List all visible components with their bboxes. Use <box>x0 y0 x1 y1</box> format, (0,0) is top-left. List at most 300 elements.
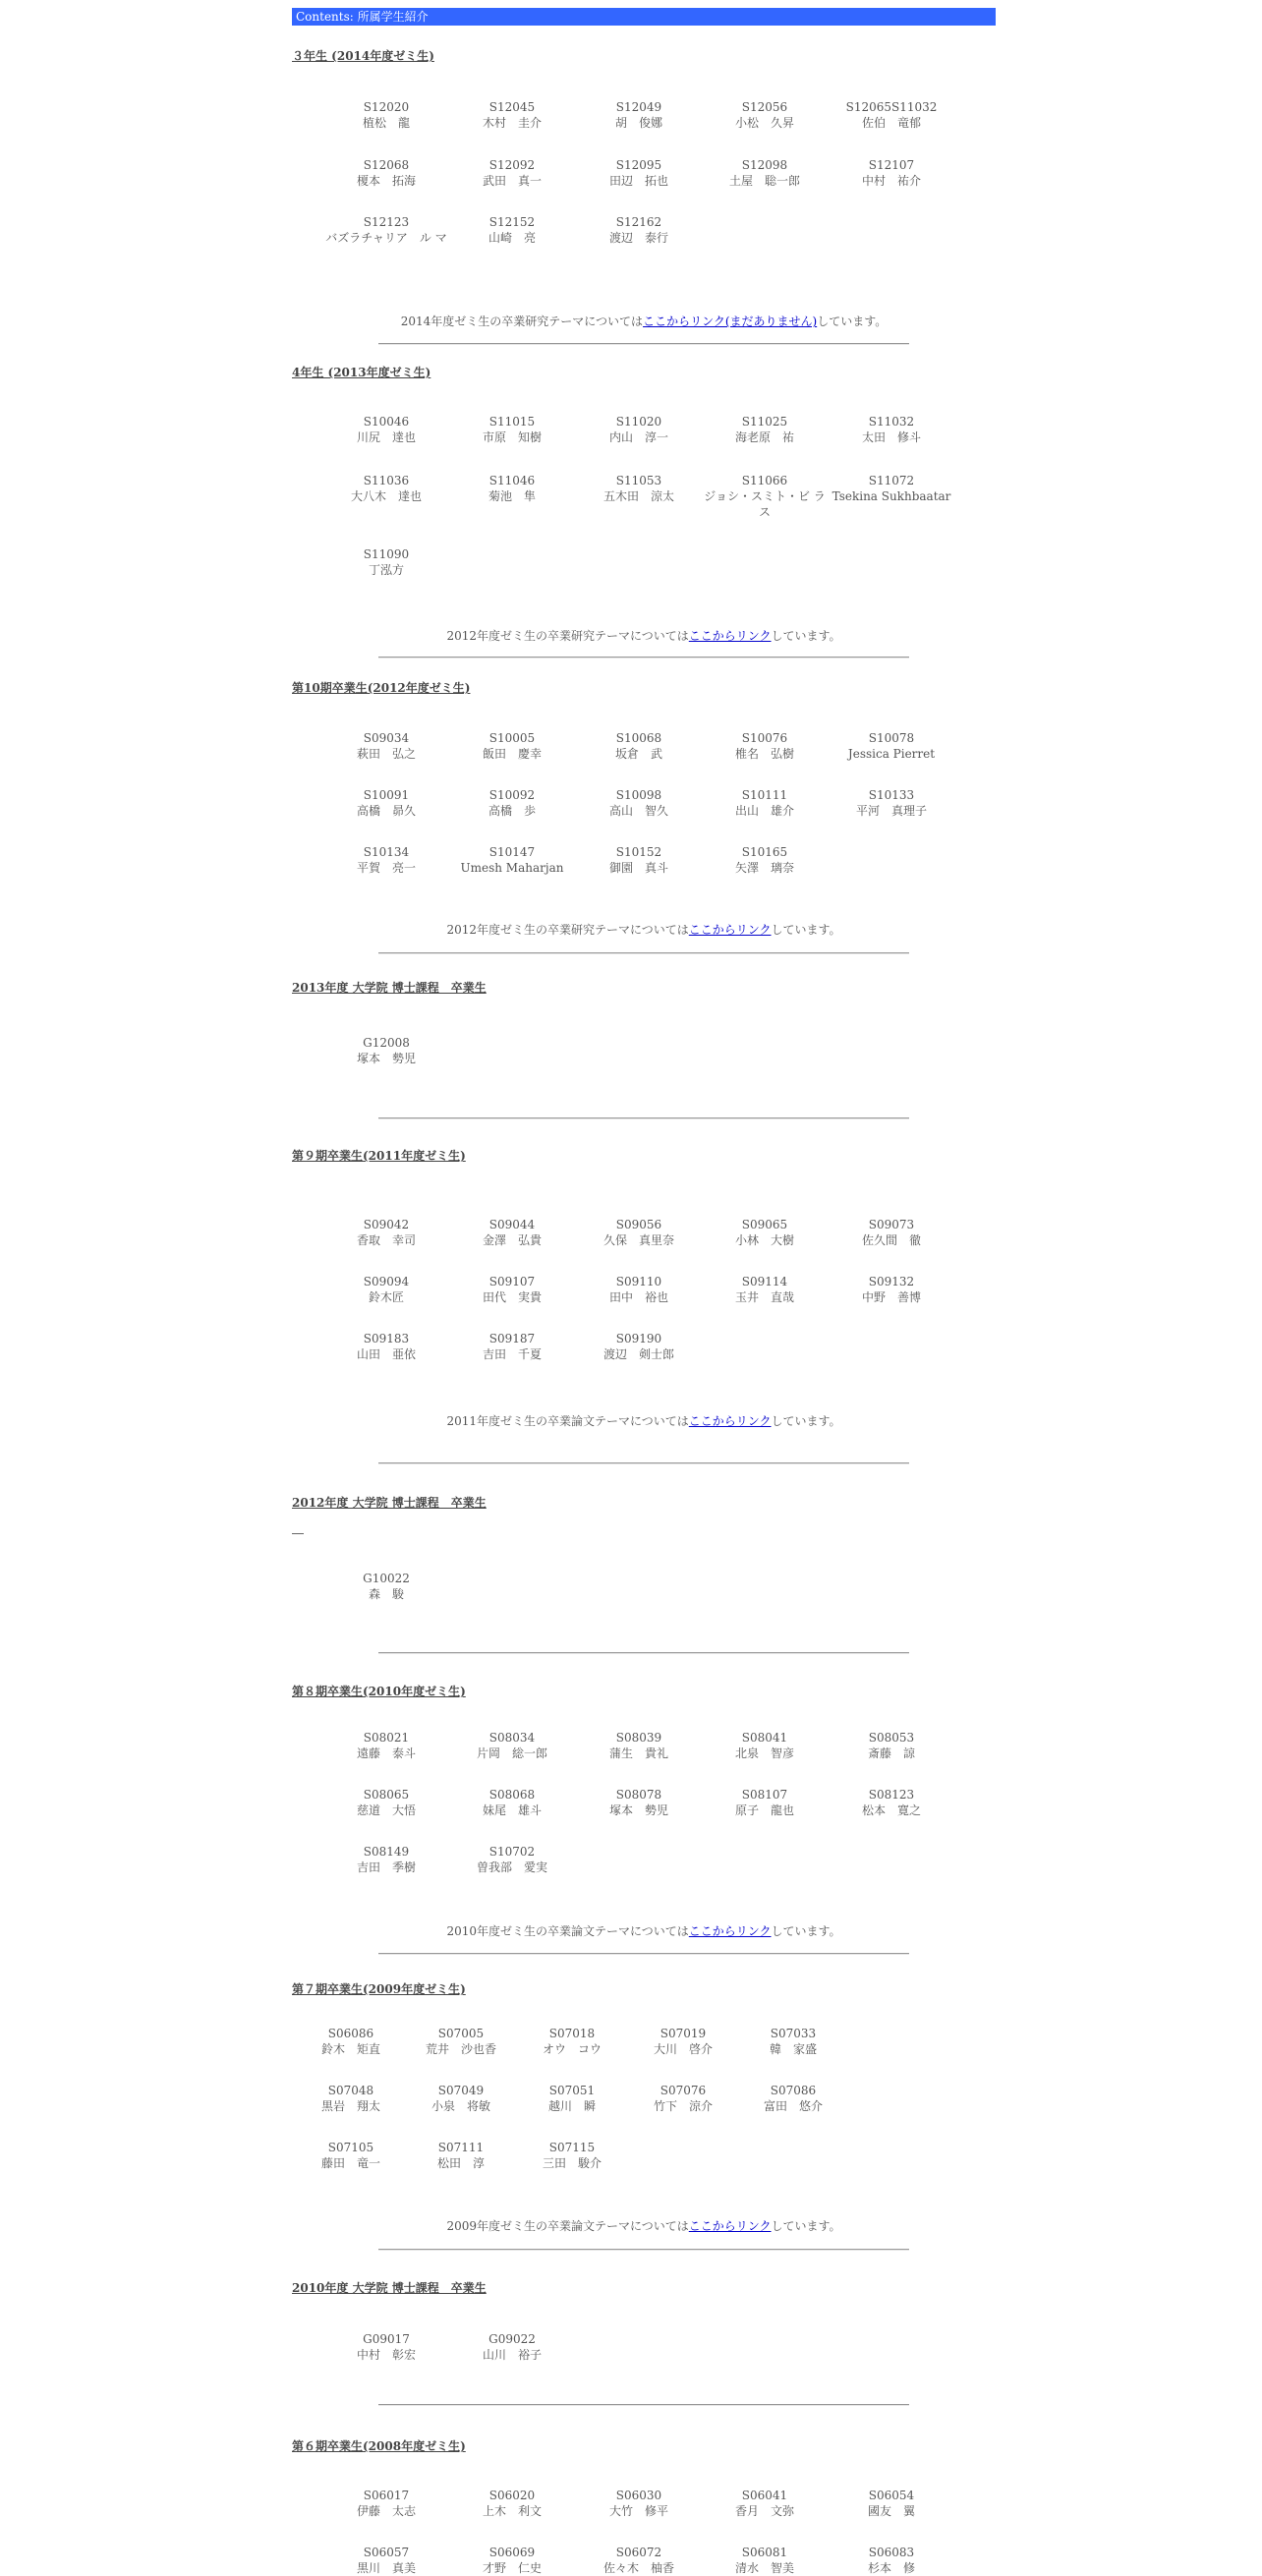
student-entry <box>831 730 952 762</box>
student-entry <box>704 1217 826 1248</box>
student-entry <box>325 1035 447 1066</box>
student-id: S09044 <box>488 1218 536 1231</box>
student-id: S11015 <box>488 415 536 429</box>
student-id: S11046 <box>488 474 536 487</box>
section-heading: 2013年度 大学院 博士課程 卒業生 <box>292 981 487 995</box>
student-id: S07105 <box>327 2141 374 2154</box>
student-entry <box>578 1217 700 1248</box>
student-id: S06083 <box>868 2546 915 2559</box>
student-entry <box>451 99 573 131</box>
student-name: 佐久間 徹 <box>861 1233 921 1247</box>
section-divider <box>378 1462 909 1464</box>
student-id: S08149 <box>363 1845 410 1859</box>
student-id: S06017 <box>363 2489 410 2502</box>
student-id: S07051 <box>548 2084 596 2097</box>
student-entry <box>451 214 573 246</box>
student-id: S09190 <box>615 1332 662 1345</box>
student-name: 大竹 修平 <box>608 2504 668 2518</box>
student-entry <box>831 157 952 189</box>
student-id: S09034 <box>363 731 410 745</box>
student-id: S10091 <box>363 788 410 802</box>
student-name: 坂倉 武 <box>614 747 662 761</box>
student-name: 矢澤 璃奈 <box>734 861 794 875</box>
student-id: S10076 <box>741 731 788 745</box>
student-id: S08078 <box>615 1788 662 1802</box>
student-name: 荒井 沙也香 <box>425 2042 496 2056</box>
student-entry <box>578 2488 700 2519</box>
research-theme-note <box>292 313 996 329</box>
student-id: S06041 <box>741 2489 788 2502</box>
student-name: 大川 啓介 <box>653 2042 713 2056</box>
student-entry <box>521 2083 623 2114</box>
student-name: 北泉 智彦 <box>734 1746 794 1760</box>
student-entry <box>831 414 952 445</box>
student-entry <box>704 1730 826 1761</box>
student-name: 菊池 隼 <box>488 489 536 503</box>
student-id: S08123 <box>868 1788 915 1802</box>
student-id: S10046 <box>363 415 410 429</box>
student-name: 曽我部 愛実 <box>476 1860 547 1874</box>
student-id: S12092 <box>488 158 536 172</box>
theme-link[interactable]: ここからリンク <box>688 923 772 937</box>
student-entry <box>578 157 700 189</box>
student-entry <box>704 2488 826 2519</box>
theme-link[interactable]: ここからリンク <box>688 1414 772 1428</box>
student-id: S07115 <box>548 2141 596 2154</box>
student-name: 富田 悠介 <box>763 2099 823 2113</box>
student-id: S08041 <box>741 1731 788 1745</box>
student-name: 久保 真里奈 <box>602 1233 674 1247</box>
student-name: 黒岩 翔太 <box>320 2099 380 2113</box>
student-name: 土屋 聡一郎 <box>728 174 800 188</box>
student-entry <box>325 1787 447 1818</box>
student-name: Umesh Maharjan <box>460 861 564 875</box>
student-id: S09183 <box>363 1332 410 1345</box>
student-id: S12049 <box>615 100 662 114</box>
student-name: 平河 真理子 <box>855 804 927 818</box>
student-id: S11066 <box>741 474 788 487</box>
student-name: 田辺 拓也 <box>608 174 668 188</box>
section-heading: 第７期卒業生(2009年度ゼミ生) <box>292 1982 466 1996</box>
student-name: 植松 龍 <box>362 116 410 130</box>
student-entry <box>578 730 700 762</box>
student-entry <box>325 473 447 504</box>
student-entry <box>300 2083 402 2114</box>
note-text: 2012年度ゼミ生の卒業研究テーマについては <box>446 923 689 937</box>
student-name: 香月 文弥 <box>734 2504 794 2518</box>
student-name: 慈道 大悟 <box>356 1803 416 1817</box>
theme-link[interactable]: ここからリンク <box>688 2219 772 2233</box>
student-id: S09042 <box>363 1218 410 1231</box>
student-id: S12045 <box>488 100 536 114</box>
student-entry <box>704 414 826 445</box>
student-entry <box>451 1331 573 1362</box>
section-heading: 第９期卒業生(2011年度ゼミ生) <box>292 1149 466 1163</box>
student-entry <box>451 1730 573 1761</box>
student-entry <box>704 2545 826 2576</box>
student-id: S10152 <box>615 845 662 859</box>
section-divider <box>378 2249 909 2251</box>
student-id: G10022 <box>363 1572 410 1585</box>
student-name: 佐々木 柚香 <box>602 2561 674 2575</box>
student-id: S08021 <box>363 1731 410 1745</box>
student-entry <box>325 157 447 189</box>
student-entry <box>325 787 447 819</box>
section-heading: 2012年度 大学院 博士課程 卒業生 <box>292 1496 487 1510</box>
student-name: 中村 彰宏 <box>356 2348 416 2362</box>
student-entry <box>578 1274 700 1305</box>
student-entry <box>578 2545 700 2576</box>
student-entry <box>325 2545 447 2576</box>
student-entry <box>831 1217 952 1248</box>
student-name: 玉井 直哉 <box>734 1290 794 1304</box>
student-entry <box>451 1787 573 1818</box>
section-divider <box>378 1652 909 1654</box>
student-entry <box>831 473 952 504</box>
student-entry <box>410 2140 512 2171</box>
student-name: Tsekina Sukhbaatar <box>832 489 951 503</box>
student-name: 市原 知樹 <box>482 430 542 444</box>
student-entry <box>578 1331 700 1362</box>
student-name: 大八木 達也 <box>350 489 422 503</box>
student-id: G12008 <box>363 1036 410 1050</box>
student-id: S12068 <box>363 158 410 172</box>
student-name: 高橋 歩 <box>488 804 536 818</box>
student-entry <box>451 414 573 445</box>
note-text: 2009年度ゼミ生の卒業論文テーマについては <box>446 2219 689 2233</box>
section-heading: 第８期卒業生(2010年度ゼミ生) <box>292 1685 466 1698</box>
student-id: S10111 <box>741 788 788 802</box>
student-id: S11072 <box>868 474 915 487</box>
student-name: 韓 家盛 <box>769 2042 817 2056</box>
student-name: 飯田 慶幸 <box>482 747 542 761</box>
student-id: S09187 <box>488 1332 536 1345</box>
student-name: 山崎 亮 <box>488 231 536 245</box>
student-entry <box>578 214 700 246</box>
student-name: 藤田 竜一 <box>320 2156 380 2170</box>
student-id: S11090 <box>363 547 410 561</box>
student-name: 田中 裕也 <box>608 1290 668 1304</box>
student-entry <box>325 99 447 131</box>
student-id: S12162 <box>615 215 662 229</box>
section-heading: 2010年度 大学院 博士課程 卒業生 <box>292 2281 487 2295</box>
student-name: 中野 善博 <box>861 1290 921 1304</box>
student-id: S09114 <box>741 1275 788 1288</box>
student-entry <box>521 2026 623 2057</box>
student-entry <box>704 844 826 876</box>
student-name: 御園 真斗 <box>608 861 668 875</box>
student-entry <box>451 730 573 762</box>
student-id: S06020 <box>488 2489 536 2502</box>
student-name: 黒川 真美 <box>356 2561 416 2575</box>
student-id: S12056 <box>741 100 788 114</box>
note-text: 2010年度ゼミ生の卒業論文テーマについては <box>446 1924 689 1938</box>
section-heading: ３年生 (2014年度ゼミ生) <box>292 49 434 63</box>
student-id: G09022 <box>488 2332 536 2346</box>
student-id: S10147 <box>488 845 536 859</box>
student-id: S10702 <box>488 1845 536 1859</box>
student-id: S08039 <box>615 1731 662 1745</box>
student-entry <box>325 2488 447 2519</box>
student-name: 山川 裕子 <box>482 2348 542 2362</box>
student-id: S09110 <box>615 1275 662 1288</box>
student-id: S06030 <box>615 2489 662 2502</box>
section-heading: 第６期卒業生(2008年度ゼミ生) <box>292 2439 466 2453</box>
student-name: Jessica Pierret <box>847 747 936 761</box>
student-id: S11020 <box>615 415 662 429</box>
student-name: 才野 仁史 <box>482 2561 542 2575</box>
student-entry <box>325 414 447 445</box>
student-entry <box>325 2331 447 2363</box>
student-id: S10165 <box>741 845 788 859</box>
note-text: しています。 <box>771 629 841 643</box>
student-name: 高橋 昴久 <box>356 804 416 818</box>
research-theme-note <box>292 1412 996 1429</box>
research-theme-note <box>292 1922 996 1939</box>
student-name: 椎名 弘樹 <box>734 747 794 761</box>
section-divider <box>378 952 909 954</box>
student-name: 伊藤 太志 <box>356 2504 416 2518</box>
student-id: S06054 <box>868 2489 915 2502</box>
student-id: S06086 <box>327 2027 374 2040</box>
student-name: 松田 淳 <box>436 2156 485 2170</box>
student-id: S07049 <box>437 2084 485 2097</box>
student-entry <box>831 99 952 131</box>
student-entry <box>704 730 826 762</box>
student-name: 平賀 亮一 <box>356 861 416 875</box>
section-divider <box>378 657 909 658</box>
student-name: ジョシ・スミト・ビ ラス <box>704 489 826 519</box>
research-theme-note <box>292 627 996 644</box>
student-id: S07048 <box>327 2084 374 2097</box>
student-entry <box>325 1331 447 1362</box>
student-name: 森 駿 <box>368 1587 404 1601</box>
student-entry <box>704 99 826 131</box>
student-id: S07033 <box>770 2027 817 2040</box>
student-entry <box>325 1730 447 1761</box>
student-entry <box>704 157 826 189</box>
student-entry <box>410 2083 512 2114</box>
student-name: 田代 実貴 <box>482 1290 542 1304</box>
student-entry <box>831 1787 952 1818</box>
student-id: S09073 <box>868 1218 915 1231</box>
student-entry <box>451 473 573 504</box>
student-id: S10068 <box>615 731 662 745</box>
student-entry <box>451 2488 573 2519</box>
student-id: S11036 <box>363 474 410 487</box>
student-entry <box>831 2488 952 2519</box>
student-name: 國友 翼 <box>867 2504 915 2518</box>
student-name: 小泉 将敏 <box>430 2099 490 2113</box>
student-name: 出山 雄介 <box>734 804 794 818</box>
section-divider <box>378 343 909 345</box>
student-entry <box>578 1730 700 1761</box>
student-id: S12107 <box>868 158 915 172</box>
note-text: しています。 <box>771 1414 841 1428</box>
student-name: 竹下 涼介 <box>653 2099 713 2113</box>
student-entry <box>410 2026 512 2057</box>
student-id: S08065 <box>363 1788 410 1802</box>
contents-title-bar: Contents: 所属学生紹介 <box>292 8 996 26</box>
student-id: S12123 <box>363 215 410 229</box>
student-name: 片岡 総一郎 <box>476 1746 547 1760</box>
student-id: S07076 <box>660 2084 707 2097</box>
theme-link[interactable]: ここからリンク <box>688 629 772 643</box>
student-entry <box>325 844 447 876</box>
student-name: 高山 智久 <box>608 804 668 818</box>
student-entry <box>578 1787 700 1818</box>
student-entry <box>578 99 700 131</box>
student-id: S06057 <box>363 2546 410 2559</box>
student-name: 胡 俊娜 <box>614 116 662 130</box>
student-name: 塚本 勢児 <box>608 1803 668 1817</box>
student-entry <box>632 2083 734 2114</box>
student-id: S09056 <box>615 1218 662 1231</box>
student-name: 中村 祐介 <box>861 174 921 188</box>
student-id: S09132 <box>868 1275 915 1288</box>
student-id: S12095 <box>615 158 662 172</box>
student-name: 萩田 弘之 <box>356 747 416 761</box>
student-name: 吉田 季樹 <box>356 1860 416 1874</box>
note-text: しています。 <box>771 923 841 937</box>
student-name: 渡辺 剣士郎 <box>602 1347 674 1361</box>
student-name: 塚本 勢児 <box>356 1052 416 1065</box>
student-name: 遠藤 泰斗 <box>356 1746 416 1760</box>
note-text: 2014年度ゼミ生の卒業研究テーマについては <box>400 315 644 328</box>
student-name: 三田 駿介 <box>542 2156 602 2170</box>
student-name: 川尻 達也 <box>356 430 416 444</box>
student-name: 小松 久昇 <box>734 116 794 130</box>
student-name: 内山 淳一 <box>608 430 668 444</box>
student-name: 鈴木匠 <box>368 1290 404 1304</box>
student-entry <box>831 1274 952 1305</box>
student-id: S06081 <box>741 2546 788 2559</box>
student-id: S09107 <box>488 1275 536 1288</box>
section-heading: 第10期卒業生(2012年度ゼミ生) <box>292 681 471 695</box>
student-id: S08034 <box>488 1731 536 1745</box>
student-id: S09094 <box>363 1275 410 1288</box>
student-entry <box>578 844 700 876</box>
student-id: S08107 <box>741 1788 788 1802</box>
student-id: S07086 <box>770 2084 817 2097</box>
student-id: S11032 <box>868 415 915 429</box>
student-id: S10133 <box>868 788 915 802</box>
student-entry <box>704 1274 826 1305</box>
theme-link[interactable]: ここからリンク(まだありません) <box>643 315 818 328</box>
student-name: 金澤 弘貴 <box>482 1233 542 1247</box>
student-name: 蒲生 貴礼 <box>608 1746 668 1760</box>
student-entry <box>325 214 447 246</box>
student-name: 上木 利文 <box>482 2504 542 2518</box>
student-name: 武田 真一 <box>482 174 542 188</box>
note-text: しています。 <box>817 315 888 328</box>
student-name: 木村 圭介 <box>482 116 542 130</box>
student-id: S06072 <box>615 2546 662 2559</box>
student-id: S09065 <box>741 1218 788 1231</box>
student-id: S07019 <box>660 2027 707 2040</box>
student-id: S07111 <box>437 2141 485 2154</box>
section-divider <box>378 1953 909 1955</box>
student-name: 佐伯 竜郁 <box>861 116 921 130</box>
student-entry <box>300 2140 402 2171</box>
student-entry <box>831 787 952 819</box>
student-name: 妹尾 雄斗 <box>482 1803 542 1817</box>
student-id: S08068 <box>488 1788 536 1802</box>
student-name: 小林 大樹 <box>734 1233 794 1247</box>
student-id: S10098 <box>615 788 662 802</box>
student-id: S12152 <box>488 215 536 229</box>
student-name: 清水 智美 <box>734 2561 794 2575</box>
student-id: S10092 <box>488 788 536 802</box>
student-entry <box>325 730 447 762</box>
student-entry <box>325 546 447 578</box>
student-entry <box>704 787 826 819</box>
student-id: S06069 <box>488 2546 536 2559</box>
student-entry <box>831 2545 952 2576</box>
student-id: S12065S11032 <box>845 100 938 114</box>
student-name: オウ コウ <box>542 2042 602 2056</box>
student-entry <box>451 1217 573 1248</box>
student-entry <box>521 2140 623 2171</box>
student-entry <box>578 473 700 504</box>
student-id: S07005 <box>437 2027 485 2040</box>
student-entry <box>578 414 700 445</box>
student-name: 越川 瞬 <box>547 2099 596 2113</box>
student-entry <box>704 473 826 520</box>
student-entry <box>325 1844 447 1875</box>
student-entry <box>742 2026 844 2057</box>
student-name: 五木田 涼太 <box>602 489 674 503</box>
research-theme-note <box>292 2217 996 2234</box>
student-entry <box>704 1787 826 1818</box>
student-entry <box>742 2083 844 2114</box>
divider-dash <box>292 1533 304 1534</box>
student-id: G09017 <box>363 2332 410 2346</box>
student-entry <box>578 787 700 819</box>
student-entry <box>325 1217 447 1248</box>
student-entry <box>451 1274 573 1305</box>
student-entry <box>451 844 573 876</box>
theme-link[interactable]: ここからリンク <box>688 1924 772 1938</box>
student-entry <box>451 2331 573 2363</box>
section-divider <box>378 2404 909 2406</box>
student-name: 松本 寛之 <box>861 1803 921 1817</box>
student-name: 渡辺 泰行 <box>608 231 668 245</box>
student-entry <box>325 1571 447 1602</box>
student-name: 太田 修斗 <box>861 430 921 444</box>
student-entry <box>451 2545 573 2576</box>
research-theme-note <box>292 921 996 938</box>
student-entry <box>451 157 573 189</box>
student-id: S12020 <box>363 100 410 114</box>
section-divider <box>378 1117 909 1119</box>
student-id: S10134 <box>363 845 410 859</box>
note-text: しています。 <box>771 1924 841 1938</box>
student-name: 海老原 祐 <box>734 430 794 444</box>
student-id: S10005 <box>488 731 536 745</box>
student-name: 丁泓方 <box>368 563 404 577</box>
student-name: バズラチャリア ル マ <box>325 231 447 245</box>
student-id: S11025 <box>741 415 788 429</box>
student-name: 香取 幸司 <box>356 1233 416 1247</box>
note-text: 2012年度ゼミ生の卒業研究テーマについては <box>446 629 689 643</box>
student-entry <box>325 1274 447 1305</box>
student-entry <box>451 787 573 819</box>
student-id: S11053 <box>615 474 662 487</box>
student-name: 杉本 修 <box>867 2561 915 2575</box>
student-entry <box>300 2026 402 2057</box>
note-text: しています。 <box>771 2219 841 2233</box>
